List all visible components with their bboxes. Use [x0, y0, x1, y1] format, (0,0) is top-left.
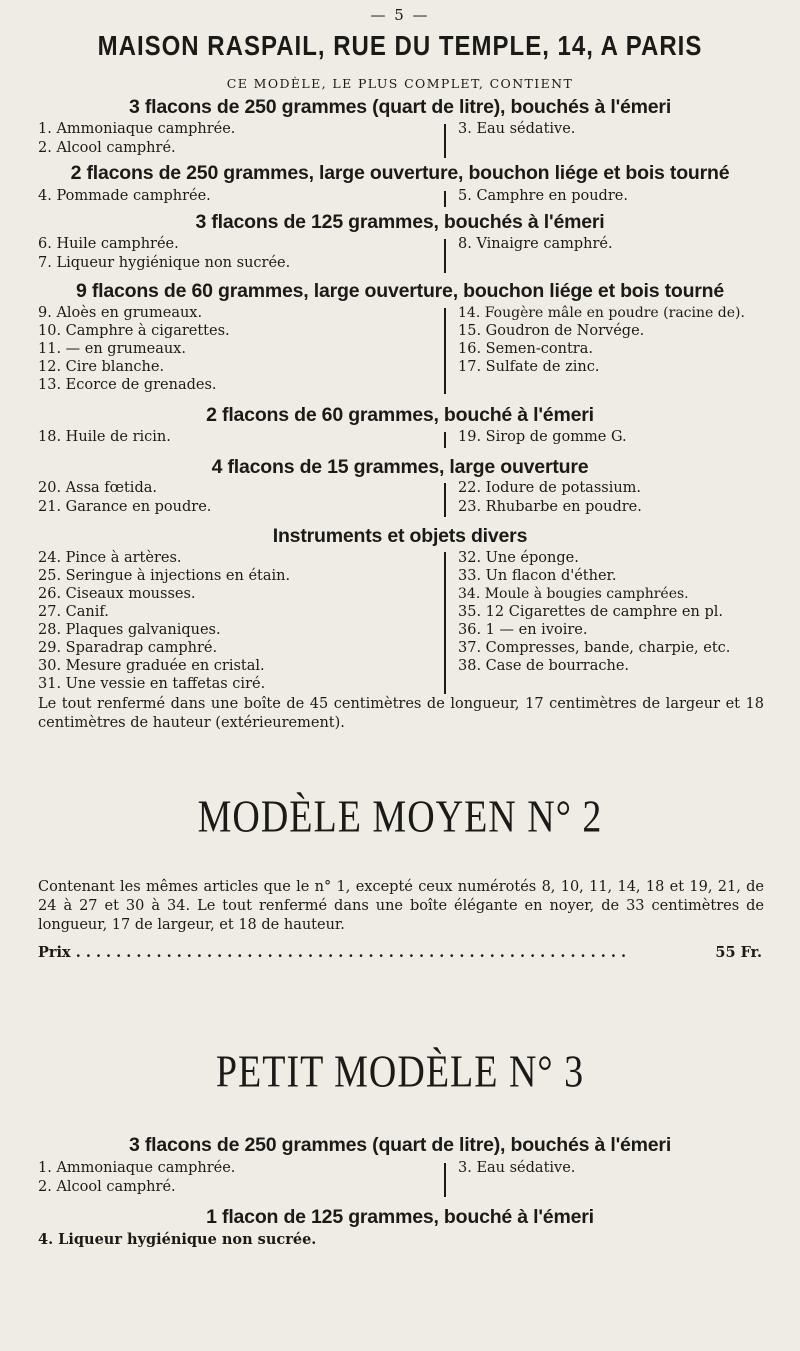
- list-item: 34. Moule à bougies camphrées.: [458, 586, 689, 602]
- list-item: 21. Garance en poudre.: [38, 499, 212, 515]
- list-item: 11. — en grumeaux.: [38, 341, 186, 357]
- list-item: 1. Ammoniaque camphrée.: [38, 1160, 236, 1176]
- column-divider: [444, 308, 446, 394]
- list-item: 35. 12 Cigarettes de camphre en pl.: [458, 604, 723, 620]
- page-number: — 5 —: [370, 6, 430, 24]
- list-item: 31. Une vessie en taffetas ciré.: [38, 676, 266, 692]
- column-divider: [444, 239, 446, 273]
- column-divider: [444, 191, 446, 207]
- list-item: 2. Alcool camphré.: [38, 1179, 176, 1195]
- list-item: 33. Un flacon d'éther.: [458, 568, 617, 584]
- list-item: 32. Une éponge.: [458, 550, 579, 566]
- list-item: 14. Fougère mâle en poudre (racine de).: [458, 305, 745, 321]
- list-item: 4. Pommade camphrée.: [38, 188, 211, 204]
- box-note: Le tout renfermé dans une boîte de 45 centimètres de longueur, 17 centimètres de largeur et 18 centimètres de hauteur (extérieurement).: [38, 696, 764, 731]
- column-divider: [444, 432, 446, 448]
- page-header: MAISON RASPAIL, RUE DU TEMPLE, 14, A PARIS: [97, 30, 703, 62]
- column-divider: [444, 552, 446, 694]
- section-heading: 2 flacons de 60 grammes, bouché à l'émeri: [206, 404, 594, 426]
- list-item: 17. Sulfate de zinc.: [458, 359, 600, 375]
- list-item: 8. Vinaigre camphré.: [458, 236, 613, 252]
- section-heading: Instruments et objets divers: [272, 525, 528, 547]
- list-item: 3. Eau sédative.: [458, 1160, 576, 1176]
- list-item: 3. Eau sédative.: [458, 121, 576, 137]
- section-heading: 3 flacons de 250 grammes (quart de litre), bouchés à l'émeri: [128, 1134, 672, 1156]
- column-divider: [444, 483, 446, 517]
- model-3-title: PETIT MODÈLE N° 3: [215, 1046, 585, 1098]
- list-item: 28. Plaques galvaniques.: [38, 622, 221, 638]
- list-item: 4. Liqueur hygiénique non sucrée.: [38, 1231, 317, 1248]
- list-item: 27. Canif.: [38, 604, 109, 620]
- model-2-description: Contenant les mêmes articles que le n° 1, excepté ceux numérotés 8, 10, 11, 14, 18 et 19, 21, de 24 à 27 et 30 à 34. Le tout renfermé dans une boîte élégante en noyer, de 33 centimètres de longueur, 17 de largeur, et 18 de hauteur.: [38, 879, 764, 933]
- section-heading: 4 flacons de 15 grammes, large ouverture: [211, 456, 589, 478]
- list-item: 29. Sparadrap camphré.: [38, 640, 218, 656]
- model-2-price: [38, 944, 762, 961]
- list-item: 38. Case de bourrache.: [458, 658, 630, 674]
- list-item: 19. Sirop de gomme G.: [458, 429, 627, 445]
- column-divider: [444, 1163, 446, 1197]
- list-item: 15. Goudron de Norvége.: [458, 323, 645, 339]
- list-item: 25. Seringue à injections en étain.: [38, 568, 291, 584]
- model-2-title: MODÈLE MOYEN N° 2: [197, 791, 603, 843]
- list-item: 10. Camphre à cigarettes.: [38, 323, 230, 339]
- list-item: 5. Camphre en poudre.: [458, 188, 628, 204]
- price-leader-dots: . . . . . . . . . . . . . . . . . . . . . . . . . . . . . . . . . . . . . . . . . . . . . . . . . . . . . . .: [70, 944, 626, 961]
- section-heading: 9 flacons de 60 grammes, large ouverture, bouchon liége et bois tourné: [75, 280, 725, 302]
- list-item: 9. Aloès en grumeaux.: [38, 305, 203, 321]
- section-heading: 3 flacons de 125 grammes, bouchés à l'émeri: [195, 211, 605, 233]
- list-item: 30. Mesure graduée en cristal.: [38, 658, 265, 674]
- section-heading: 1 flacon de 125 grammes, bouché à l'émeri: [206, 1206, 594, 1228]
- list-item: 36. 1 — en ivoire.: [458, 622, 588, 638]
- price-value: 55 Fr.: [711, 944, 762, 961]
- list-item: 6. Huile camphrée.: [38, 236, 179, 252]
- list-item: 2. Alcool camphré.: [38, 140, 176, 156]
- list-item: 37. Compresses, bande, charpie, etc.: [458, 640, 731, 656]
- section-heading: 2 flacons de 250 grammes, large ouverture, bouchon liége et bois tourné: [70, 162, 730, 184]
- list-item: 24. Pince à artères.: [38, 550, 182, 566]
- list-item: 18. Huile de ricin.: [38, 429, 171, 445]
- list-item: 20. Assa fœtida.: [38, 480, 157, 496]
- list-item: 7. Liqueur hygiénique non sucrée.: [38, 255, 291, 271]
- list-item: 12. Cire blanche.: [38, 359, 165, 375]
- column-divider: [444, 124, 446, 158]
- subtitle: CE MODÈLE, LE PLUS COMPLET, CONTIENT: [226, 76, 574, 91]
- price-label: Prix: [38, 944, 71, 961]
- list-item: 1. Ammoniaque camphrée.: [38, 121, 236, 137]
- list-item: 22. Iodure de potassium.: [458, 480, 642, 496]
- list-item: 13. Ecorce de grenades.: [38, 377, 217, 393]
- list-item: 23. Rhubarbe en poudre.: [458, 499, 642, 515]
- list-item: 26. Ciseaux mousses.: [38, 586, 196, 602]
- section-heading: 3 flacons de 250 grammes (quart de litre), bouchés à l'émeri: [128, 96, 672, 118]
- list-item: 16. Semen-contra.: [458, 341, 593, 357]
